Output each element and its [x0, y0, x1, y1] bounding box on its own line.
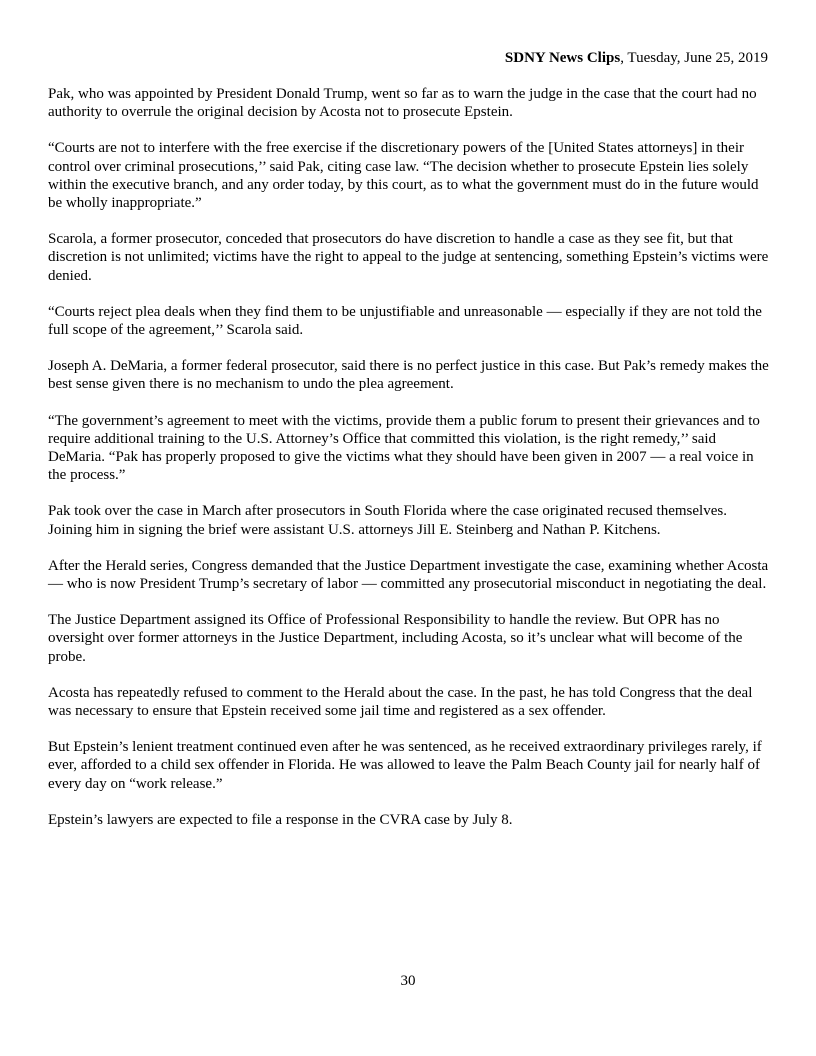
- paragraph: “Courts reject plea deals when they find them to be unjustifiable and unreasonable — especially if they are not told the full scope of the agreement,’’ Scarola said.: [48, 303, 762, 339]
- paragraph: Epstein’s lawyers are expected to file a response in the CVRA case by July 8.: [48, 811, 513, 828]
- paragraph: “Courts are not to interfere with the free exercise if the discretionary powers of the [United States attorneys] in their control over criminal prosecutions,’’ said Pak, citing case law. “The decision whether to prosecute Epstein lies solely within the executive branch, and any order today, by this court, as to what the government must do in the future would be wholly inappropriate.”: [48, 140, 759, 212]
- paragraph: The Justice Department assigned its Office of Professional Responsibility to handle the review. But OPR has no oversight over former attorneys in the Justice Department, including Acosta, so it’s unclear what will become of the probe.: [48, 612, 743, 665]
- paragraph: Acosta has repeatedly refused to comment to the Herald about the case. In the past, he has told Congress that the deal was necessary to ensure that Epstein received some jail time and registered as a sex offender.: [48, 684, 753, 720]
- paragraph: Pak, who was appointed by President Donald Trump, went so far as to warn the judge in the case that the court had no authority to overrule the original decision by Acosta not to prosecute Epstein.: [48, 86, 757, 121]
- header-date: , Tuesday, June 25, 2019: [620, 50, 768, 66]
- paragraph: Pak took over the case in March after prosecutors in South Florida where the case originated recused themselves. Joining him in signing the brief were assistant U.S. attorneys Jill E. Steinberg and Nathan P. Kitchens.: [48, 503, 727, 538]
- page-header: [505, 49, 768, 67]
- paragraph: After the Herald series, Congress demanded that the Justice Department investigate the case, examining whether Acosta — who is now President Trump’s secretary of labor — committed any prosecutorial misconduct in negotiating the deal.: [48, 557, 769, 593]
- paragraph: Scarola, a former prosecutor, conceded that prosecutors do have discretion to handle a case as they see fit, but that discretion is not unlimited; victims have the right to appeal to the judge at sentencing, something Epstein’s victims were denied.: [48, 231, 769, 284]
- paragraph: “The government’s agreement to meet with the victims, provide them a public forum to present their grievances and to require additional training to the U.S. Attorney’s Office that committed this violation, is the right remedy,’’ said DeMaria. “Pak has properly proposed to give the victims what they should have been given in 2007 — a real voice in the process.”: [48, 412, 760, 484]
- page-number: 30: [400, 973, 416, 989]
- paragraph: But Epstein’s lenient treatment continued even after he was sentenced, as he received extraordinary privileges rarely, if ever, afforded to a child sex offender in Florida. He was allowed to leave the Palm Beach County jail for nearly half of every day on “work release.”: [48, 739, 762, 792]
- publication-name: SDNY News Clips: [504, 50, 621, 66]
- paragraph: Joseph A. DeMaria, a former federal prosecutor, said there is no perfect justice in this case. But Pak’s remedy makes the best sense given there is no mechanism to undo the plea agreement.: [48, 358, 769, 393]
- article-body: [48, 85, 770, 847]
